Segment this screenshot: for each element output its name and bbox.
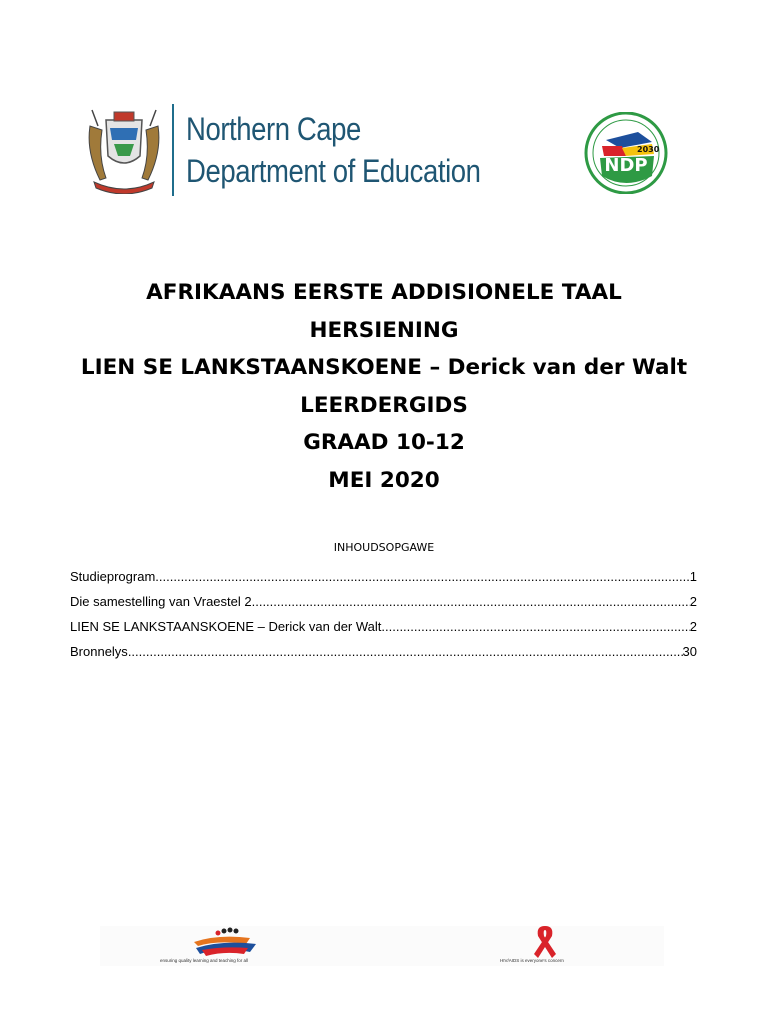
title-subject: AFRIKAANS EERSTE ADDISIONELE TAAL [146,280,622,305]
footer-caption-left: ensuring quality learning and teaching for all [160,958,249,963]
toc-entry-studieprogram[interactable] [70,566,697,591]
department-name [186,108,481,192]
department-line-1: Northern Cape [186,111,361,147]
title-book: LIEN SE LANKSTAANSKOENE – Derick van der Walt [80,355,688,380]
toc-entry-page: 2 [689,619,697,634]
toc-heading: INHOUDSOPGAWE [333,541,435,554]
toc-leader-dots [252,591,690,613]
toc-entry-bronnelys[interactable] [70,641,697,666]
toc-entry-page: 30 [682,644,697,659]
toc-leader-dots [381,616,689,638]
title-guide-type: LEERDERGIDS [300,392,468,418]
title-grade: GRAAD 10-12 [303,430,465,455]
toc-entry-label: Bronnelys [70,644,128,659]
coat-of-arms-icon [84,106,164,194]
title-revision: HERSIENING [309,317,459,343]
table-of-contents [70,566,697,666]
header-divider [172,104,174,196]
document-title [0,274,768,499]
toc-entry-page: 2 [689,594,697,609]
toc-leader-dots [155,566,689,588]
red-ribbon-icon [526,924,564,960]
toc-entry-label: LIEN SE LANKSTAANSKOENE – Derick van der Walt [70,619,382,634]
title-date: MEI 2020 [328,467,440,493]
toc-entry-vraestel[interactable] [70,591,697,616]
toc-leader-dots [128,641,683,663]
ndp-text: NDP [604,155,648,176]
ndp-year: 2030 [637,145,660,154]
ndp-logo-icon [582,112,670,194]
education-logo-icon [188,926,262,958]
footer-caption-right: HIV/AIDS is everyone's concern [500,958,564,963]
toc-entry-lien[interactable] [70,616,697,641]
toc-entry-label: Studieprogram [70,569,156,584]
department-line-2: Department of Education [186,153,481,189]
toc-entry-label: Die samestelling van Vraestel 2 [70,594,252,609]
toc-entry-page: 1 [689,569,697,584]
